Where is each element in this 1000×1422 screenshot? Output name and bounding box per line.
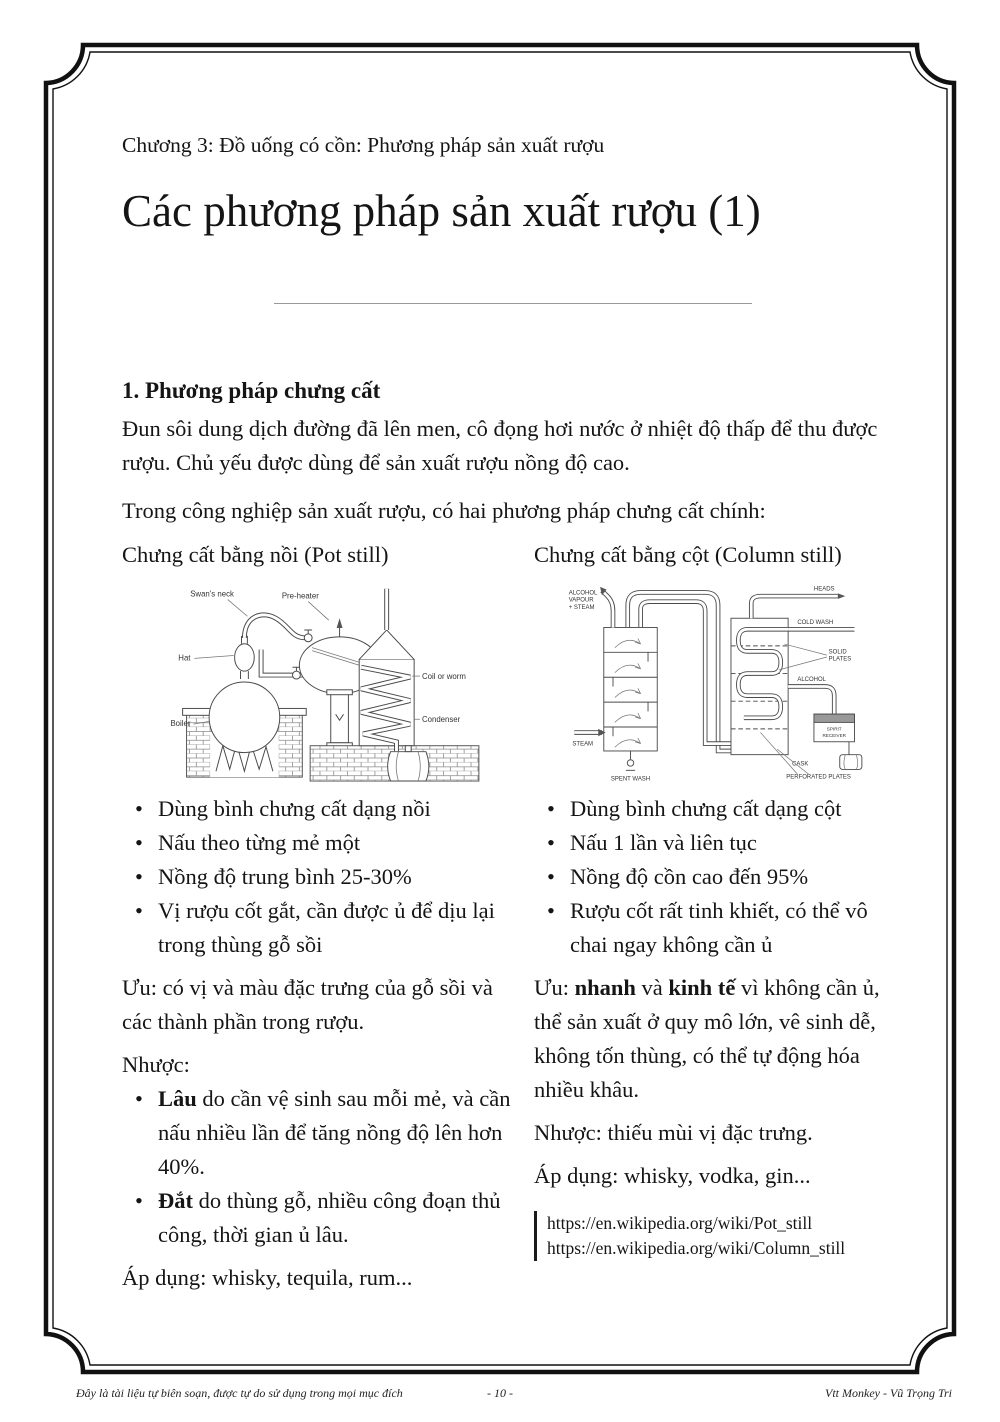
cask-barrel	[840, 755, 862, 770]
label-coil-or-worm: Coil or worm	[421, 672, 466, 682]
two-column-comparison	[122, 540, 904, 1295]
column-still-column	[534, 540, 904, 1295]
bullet-glyph: •	[135, 796, 143, 821]
list-item	[534, 860, 904, 894]
list-item	[534, 894, 904, 962]
column-still-pros: Ưu: nhanh và kinh tế vì không cần ủ, thể sản xuất ở quy mô lớn, vê sinh dễ, không tốn thùng, có thể tự động hóa nhiều khâu.	[534, 975, 880, 1102]
valve	[304, 634, 312, 642]
label-steam: STEAM	[572, 741, 594, 748]
bullet-text: Dùng bình chưng cất dạng nồi	[158, 796, 431, 821]
section-heading: 1. Phương pháp chưng cất	[122, 378, 381, 403]
pot-still-applications: Áp dụng: whisky, tequila, rum...	[122, 1265, 413, 1290]
label-solid-plates-2: PLATES	[828, 656, 852, 663]
pot-still-cons-label: Nhược:	[122, 1052, 190, 1077]
bullet-text: Dùng bình chưng cất dạng cột	[570, 796, 842, 821]
alcohol-pipe	[788, 686, 834, 714]
label-heads: HEADS	[813, 586, 835, 593]
column-still-cons: Nhược: thiếu mùi vị đặc trưng.	[534, 1120, 813, 1145]
label-swans-neck: Swan's neck	[190, 589, 234, 599]
list-item	[122, 894, 514, 962]
bullet-text: Nồng độ trung bình 25-30%	[158, 864, 412, 889]
bullet-text: Đắt do thùng gỗ, nhiều công đoạn thủ công, thời gian ủ lâu.	[158, 1188, 501, 1247]
bullet-text: Lâu do cần vệ sinh sau mỗi mẻ, và cần nấu nhiều lần để tăng nồng độ lên hơn 40%.	[158, 1086, 511, 1179]
pot-still-bullets	[122, 792, 514, 962]
barrel	[388, 752, 429, 781]
list-item	[534, 792, 904, 826]
label-alcohol-vapour-1: ALCOHOL	[568, 590, 598, 597]
boiler-pot	[209, 682, 280, 753]
bullet-text: Vị rượu cốt gắt, cần được ủ để dịu lại trong thùng gỗ sồi	[158, 898, 495, 957]
bullet-glyph: •	[135, 1188, 143, 1213]
label-spirit-receiver-2: RECEIVER	[822, 733, 846, 739]
bullet-text: Nấu 1 lần và liên tục	[570, 830, 757, 855]
page-footer	[0, 1386, 1000, 1406]
label-solid-plates-1: SOLID	[828, 649, 847, 656]
chapter-heading: Chương 3: Đồ uống có cồn: Phương pháp sản xuất rượu	[122, 133, 605, 157]
bullet-glyph: •	[135, 898, 143, 923]
bullet-glyph: •	[547, 796, 555, 821]
pot-still-pros: Ưu: có vị và màu đặc trưng của gỗ sồi và các thành phần trong rượu.	[122, 975, 493, 1034]
section-intro: Đun sôi dung dịch đường đã lên men, cô đọng hơi nước ở nhiệt độ thấp để thu được rượu. Chủ yếu được dùng để sản xuất rượu nồng độ cao.	[122, 416, 878, 475]
bullet-text: Nồng độ cồn cao đến 95%	[570, 864, 809, 889]
label-condenser: Condenser	[421, 715, 461, 725]
column-still-header: Chưng cất bằng cột (Column still)	[534, 542, 842, 567]
section-lead: Trong công nghiệp sản xuất rượu, có hai phương pháp chưng cất chính:	[122, 498, 766, 523]
label-spirit-receiver-1: SPIRIT	[826, 726, 842, 732]
page-title: Các phương pháp sản xuất rượu (1)	[122, 186, 761, 236]
spent-wash-valve	[627, 760, 633, 766]
bullet-text: Nấu theo từng mẻ một	[158, 830, 361, 855]
valve	[292, 671, 300, 679]
pot-still-column	[122, 540, 514, 1295]
list-item	[122, 792, 514, 826]
label-alcohol-vapour-2: VAPOUR	[568, 597, 594, 604]
bullet-glyph: •	[135, 864, 143, 889]
label-spent-wash: SPENT WASH	[610, 776, 651, 783]
pillar	[331, 694, 349, 743]
label-alcohol: ALCOHOL	[797, 676, 826, 683]
label-perforated-plates: PERFORATED PLATES	[786, 774, 851, 781]
references-block	[534, 1211, 904, 1261]
list-item	[534, 826, 904, 860]
column-still-applications: Áp dụng: whisky, vodka, gin...	[534, 1163, 811, 1188]
footer-disclaimer: Đây là tài liệu tự biên soạn, được tự do sử dụng trong mọi mục đích	[76, 1386, 403, 1400]
label-pre-heater: Pre-heater	[281, 591, 319, 601]
list-item	[122, 1082, 514, 1184]
label-cask: CASK	[792, 761, 809, 768]
heads-pipe	[751, 596, 838, 618]
reference-link[interactable]: https://en.wikipedia.org/wiki/Pot_still	[547, 1213, 813, 1233]
analyzer-column	[604, 627, 657, 751]
list-item	[122, 1184, 514, 1252]
pot-still-cons-bullets	[122, 1082, 514, 1252]
hat-bulb	[235, 644, 255, 671]
title-divider	[274, 303, 752, 304]
label-hat: Hat	[178, 653, 191, 663]
label-boiler: Boiler	[170, 719, 191, 729]
bullet-glyph: •	[547, 830, 555, 855]
pot-still-diagram-wrap	[122, 574, 514, 786]
list-item	[122, 826, 514, 860]
label-cold-wash: COLD WASH	[797, 619, 834, 626]
pot-still-diagram	[150, 577, 486, 783]
column-still-diagram-wrap	[534, 574, 904, 786]
footer-author: Vtt Monkey - Vũ Trọng Tri	[825, 1386, 952, 1400]
page-content	[122, 132, 904, 1295]
bullet-glyph: •	[135, 830, 143, 855]
bullet-glyph: •	[547, 864, 555, 889]
page-number: - 10 -	[487, 1386, 513, 1400]
list-item	[122, 860, 514, 894]
bullet-text: Rượu cốt rất tinh khiết, có thể vô chai ngay không cần ủ	[570, 898, 868, 957]
label-alcohol-vapour-3: + STEAM	[568, 605, 595, 612]
bullet-glyph: •	[547, 898, 555, 923]
swans-neck-pipe	[244, 615, 305, 638]
pot-still-header: Chưng cất bằng nồi (Pot still)	[122, 542, 389, 567]
column-still-bullets	[534, 792, 904, 962]
reference-link[interactable]: https://en.wikipedia.org/wiki/Column_still	[547, 1238, 846, 1258]
column-still-diagram	[559, 574, 879, 786]
bullet-glyph: •	[135, 1086, 143, 1111]
